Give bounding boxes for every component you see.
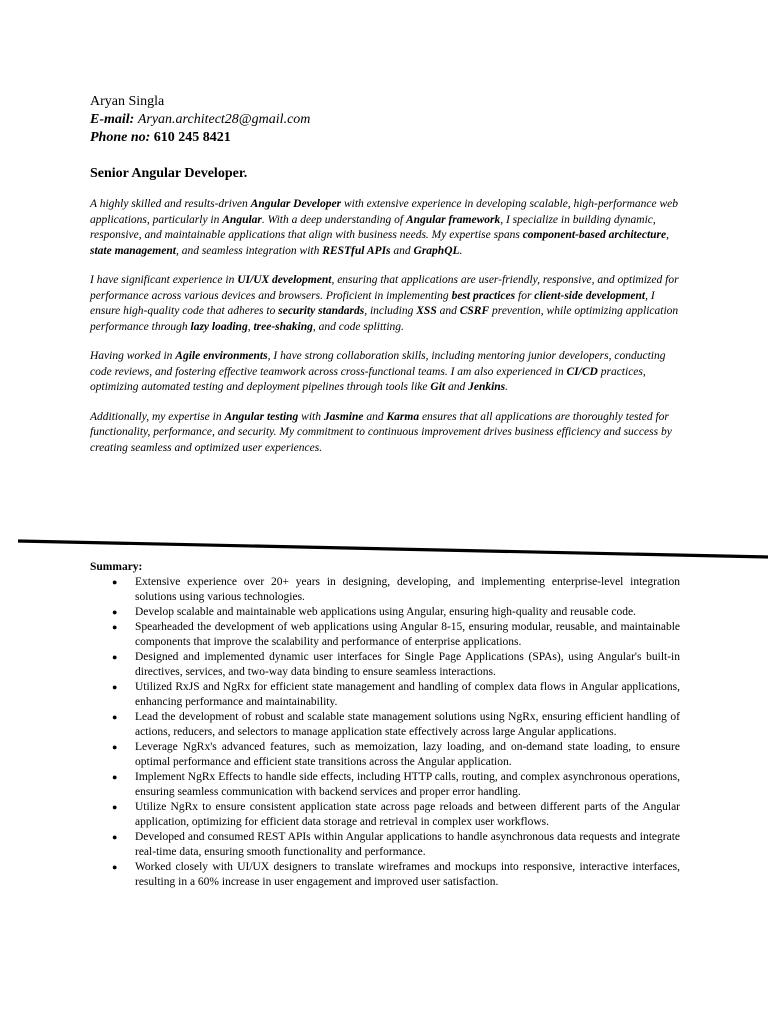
bullet-icon: ●: [112, 772, 118, 782]
body-text: for: [515, 289, 535, 302]
summary-item-text: Spearheaded the development of web applications using Angular 8-15, ensuring modular, reusable, and maintainable components that improve the scalability and performance of enterprise applications.: [135, 621, 680, 648]
body-text: prevention, while optimizing application performance through: [90, 305, 679, 333]
summary-item: [90, 575, 680, 605]
body-text: Having worked in: [90, 350, 176, 362]
body-text: practices, optimizing automated testing and deployment pipelines through tools like: [90, 365, 646, 393]
job-title: Senior Angular Developer.: [90, 166, 248, 181]
body-text: Additionally, my expertise in: [90, 410, 225, 423]
body-text: and: [363, 410, 387, 423]
summary-item-text: Utilized RxJS and NgRx for efficient state management and handling of complex data flows in Angular applications, enhancing performance and maintainability.: [135, 681, 680, 708]
summary-heading: Summary:: [90, 561, 143, 573]
body-text: I have significant experience in: [90, 274, 238, 286]
phone-line: [90, 129, 690, 147]
emphasis-text: UI/UX development: [237, 274, 332, 286]
emphasis-text: tree-shaking: [253, 320, 313, 333]
body-text: with extensive experience in developing scalable, high-performance web applications, particularly in: [90, 198, 678, 226]
emphasis-text: CSRF: [459, 305, 490, 317]
email-value: Aryan.architect28@gmail.com: [137, 112, 311, 127]
summary-item: [90, 680, 680, 710]
summary-item-text: Worked closely with UI/UX designers to translate wireframes and mockups into responsive, interactive interfaces, resulting in a 60% increase in user engagement and improved user satisfaction.: [135, 861, 680, 888]
intro-paragraph: [90, 349, 680, 396]
emphasis-text: GraphQL: [413, 244, 460, 257]
summary-item-text: Leverage NgRx's advanced features, such as memoization, lazy loading, and on-demand state loading, to ensure optimal performance and efficient state transitions across the Angular application.: [135, 741, 680, 768]
body-text: ,: [666, 229, 669, 241]
emphasis-text: Agile environments: [175, 350, 268, 362]
email-label: E-mail:: [90, 112, 135, 127]
emphasis-text: client-side development: [534, 289, 646, 302]
section-divider: [0, 538, 768, 560]
bullet-icon: ●: [112, 742, 118, 752]
summary-item: [90, 710, 680, 740]
summary-item: [90, 605, 680, 620]
contact-header: [90, 93, 690, 147]
body-text: ensures that all applications are thoroughly tested for functionality, performance, and security. My commitment to continuous improvement drives business efficiency and success by creating seamless and optimized user experiences.: [90, 410, 672, 454]
body-text: , I specialize in building dynamic, responsive, and maintainable applications that align with business needs. My expertise spans: [90, 213, 656, 241]
summary-item: [90, 620, 680, 650]
summary-item: [90, 650, 680, 680]
bullet-icon: ●: [112, 862, 118, 872]
summary-item-text: Utilize NgRx to ensure consistent application state across page reloads and between different parts of the Angular application, optimizing for efficient data storage and retrieval in complex user workflows.: [135, 801, 680, 828]
summary-item: [90, 770, 680, 800]
body-text: ,: [247, 320, 254, 333]
summary-item-text: Lead the development of robust and scalable state management solutions using NgRx, ensuring efficient handling of actions, reducers, and selectors to manage application state effectively across large Angular applications.: [135, 711, 680, 738]
body-text: and: [445, 381, 469, 393]
body-text: with: [298, 410, 324, 423]
phone-label: Phone no:: [90, 130, 151, 145]
body-text: .: [505, 381, 509, 393]
body-text: , including: [364, 305, 417, 317]
bullet-icon: ●: [112, 622, 118, 632]
emphasis-text: component-based architecture: [522, 229, 667, 241]
emphasis-text: state management: [90, 244, 176, 257]
body-text: , and seamless integration with: [175, 244, 323, 257]
emphasis-text: RESTful APIs: [322, 244, 391, 257]
summary-item: [90, 830, 680, 860]
candidate-name: Aryan Singla: [90, 94, 165, 109]
bullet-icon: ●: [112, 607, 118, 617]
body-text: and: [390, 244, 414, 257]
body-text: .: [459, 244, 463, 257]
summary-item: [90, 860, 680, 890]
bullet-icon: ●: [112, 577, 118, 587]
emphasis-text: Angular Developer: [250, 198, 342, 210]
summary-item-text: Developed and consumed REST APIs within Angular applications to handle asynchronous data requests and integrate real-time data, ensuring smooth functionality and performance.: [135, 831, 680, 858]
summary-item-text: Develop scalable and maintainable web applications using Angular, ensuring high-quality and reusable code.: [135, 606, 636, 618]
emphasis-text: CI/CD: [566, 365, 598, 378]
body-text: A highly skilled and results-driven: [90, 198, 251, 210]
emphasis-text: Angular framework: [405, 213, 501, 226]
bullet-icon: ●: [112, 802, 118, 812]
emphasis-text: Angular testing: [224, 410, 299, 423]
phone-value: 610 245 8421: [153, 130, 231, 145]
emphasis-text: Jenkins: [468, 381, 506, 393]
summary-item-text: Designed and implemented dynamic user interfaces for Single Page Applications (SPAs), using Angular's built-in directives, services, and two-way data binding to ensure seamless interactions.: [135, 651, 680, 678]
emphasis-text: Git: [430, 381, 446, 393]
emphasis-text: XSS: [416, 305, 437, 317]
bullet-icon: ●: [112, 652, 118, 662]
body-text: , ensuring that applications are user-friendly, responsive, and optimized for performance across various devices and browsers. Proficient in implementing: [90, 274, 679, 302]
email-line: [90, 111, 690, 129]
body-text: , and code splitting.: [312, 320, 404, 333]
intro-paragraph: [90, 273, 680, 335]
emphasis-text: Angular: [222, 213, 262, 226]
emphasis-text: lazy loading: [190, 320, 248, 333]
summary-list: [90, 575, 680, 890]
emphasis-text: Jasmine: [323, 410, 364, 423]
bullet-icon: ●: [112, 712, 118, 722]
body-text: . With a deep understanding of: [261, 213, 406, 226]
bullet-icon: ●: [112, 832, 118, 842]
summary-item-text: Implement NgRx Effects to handle side effects, including HTTP calls, routing, and complex asynchronous operations, ensuring seamless communication with backend services and proper error handling.: [135, 771, 680, 798]
summary-item: [90, 740, 680, 770]
body-text: and: [436, 305, 460, 317]
summary-item: [90, 800, 680, 830]
emphasis-text: Karma: [386, 410, 420, 423]
summary-section: [90, 560, 680, 890]
emphasis-text: best practices: [451, 289, 516, 302]
intro-paragraph: [90, 197, 680, 259]
body-text: , I ensure high-quality code that adheres to: [90, 289, 655, 317]
emphasis-text: security standards: [278, 305, 365, 317]
intro-paragraph: [90, 410, 680, 457]
summary-item-text: Extensive experience over 20+ years in designing, developing, and implementing enterprise-level integration solutions using various technologies.: [135, 576, 680, 603]
body-text: , I have strong collaboration skills, including mentoring junior developers, conducting code reviews, and fostering effective teamwork across cross-functional teams. I am also experienced in: [90, 350, 666, 378]
profile-intro: [90, 197, 680, 470]
bullet-icon: ●: [112, 682, 118, 692]
